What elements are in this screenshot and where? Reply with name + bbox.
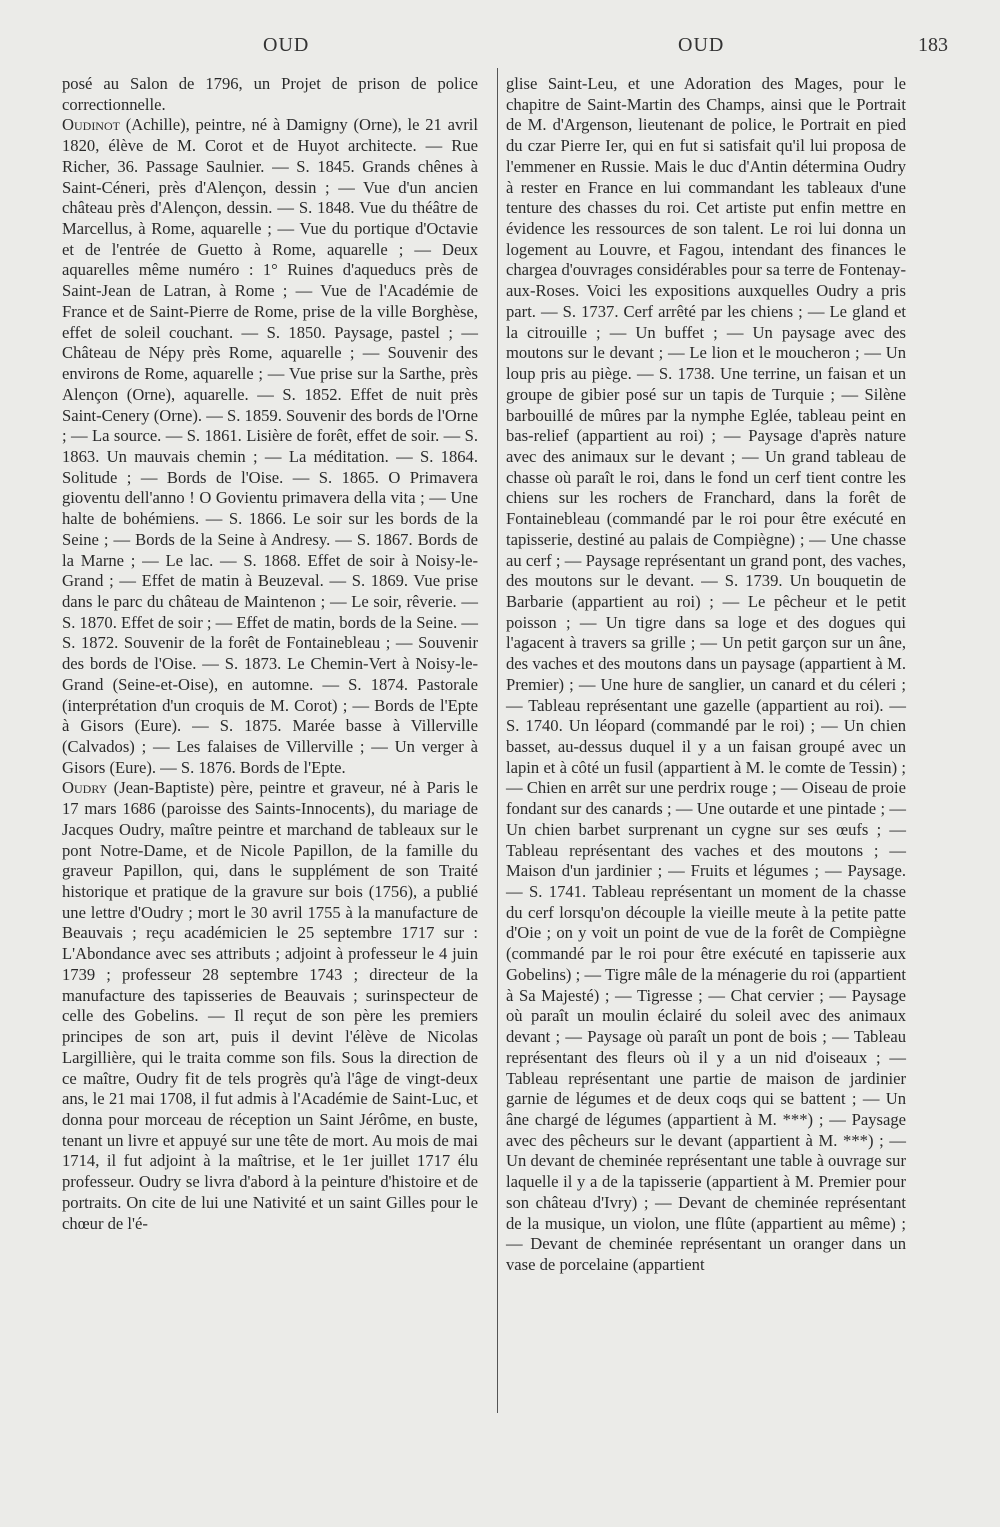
- page-number: 183: [918, 34, 948, 56]
- entry-body: (Jean-Baptiste) père, peintre et graveur, né à Paris le 17 mars 1686 (paroisse des Saints-Innocents), du mariage de Jacques Oudry, maître peintre et marchand de tableaux sur le pont Notre-Dame, et de Nicole Papillon, de la famille du graveur Papillon, qui, dans le supplément de son Traité historique et pratique de la gravure sur bois (1756), a publié une lettre d'Oudry ; mort le 30 avril 1755 à la manufacture de Beauvais ; reçu académicien le 25 septembre 1717 sur : L'Abondance avec ses attributs ; adjoint à professeur le 4 juin 1739 ; professeur 28 septembre 1743 ; directeur de la manufacture des tapisseries de Beauvais ; surinspecteur de celle des Gobelins. — Il reçut de son père les premiers principes de son art, puis il devint l'élève de Nicolas Largillière, qui le traita comme son fils. Sous la direction de ce maître, Oudry fit de tels progrès qu'à l'âge de vingt-deux ans, le 21 mai 1708, il fut admis à l'Académie de Saint-Luc, et donna pour morceau de réception un Saint Jérôme, en buste, tenant un livre et appuyé sur une tête de mort. Au mois de mai 1714, il fut adjoint à la maîtrise, et le 1er juillet 1717 élu professeur. Oudry se livra d'abord à la peinture d'histoire et de portraits. On cite de lui une Nativité et un saint Gilles pour le chœur de l'é-: [62, 778, 478, 1233]
- right-column: [506, 74, 906, 1276]
- running-head-left: OUD: [263, 34, 310, 56]
- entry-oudry: [62, 778, 478, 1234]
- entry-body: (Achille), peintre, né à Damigny (Orne), le 21 avril 1820, élève de M. Corot et de Huyot architecte. — Rue Richer, 36. Passage Saulnier. — S. 1845. Grands chênes à Saint-Céneri, près d'Alençon, dessin ; — Vue d'un ancien château près d'Alençon, dessin. — S. 1848. Vue du théâtre de Marcellus, à Rome, aquarelle ; — Vue du portique d'Octavie et de l'entrée de Guetto à Rome, aquarelle ; — Deux aquarelles même numéro : 1° Ruines d'aqueducs près de Saint-Jean de Latran, à Rome ; — Vue de l'Académie de France et de Saint-Pierre de Rome, prise de la ville Borghèse, effet de soleil couchant. — S. 1850. Paysage, pastel ; — Château de Népy près Rome, aquarelle ; — Souvenir des environs de Rome, aquarelle ; — Vue prise sur la Sarthe, près Alençon (Orne), aquarelle. — S. 1852. Effet de nuit près Saint-Cenery (Orne). — S. 1859. Souvenir des bords de l'Orne ; — La source. — S. 1861. Lisière de forêt, effet de soir. — S. 1863. Un mauvais chemin ; — La méditation. — S. 1864. Solitude ; — Bords de l'Oise. — S. 1865. O Primavera gioventu dell'anno ! O Govientu primavera della vita ; — Une halte de bohémiens. — S. 1866. Le soir sur les bords de la Seine ; — Bords de la Seine à Andresy. — S. 1867. Bords de la Marne ; — Le lac. — S. 1868. Effet de soir à Noisy-le-Grand ; — Effet de matin à Beuzeval. — S. 1869. Vue prise dans le parc du château de Maintenon ; — Le soir, rêverie. — S. 1870. Effet de soir ; — Effet de matin, bords de la Seine. — S. 1872. Souvenir de la forêt de Fontainebleau ; — Souvenir des bords de l'Oise. — S. 1873. Le Chemin-Vert à Noisy-le-Grand (Seine-et-Oise), en automne. — S. 1874. Pastorale (interprétation d'un croquis de M. Corot) ; — Bords de l'Epte à Gisors (Eure). — S. 1875. Marée basse à Villerville (Calvados) ; — Les falaises de Villerville ; — Un verger à Gisors (Eure). — S. 1876. Bords de l'Epte.: [62, 115, 478, 777]
- left-column: [62, 74, 478, 1234]
- entry-oudry-continued: glise Saint-Leu, et une Adoration des Mages, pour le chapitre de Saint-Martin des Champs, ainsi que le Portrait de M. d'Argenson, lieutenant de police, le Portrait en pied du czar Pierre Ier, qui en fut si satisfait qu'il lui proposa de l'emmener en Russie. Mais le duc d'Antin détermina Oudry à rester en France en lui commandant les tableaux d'une tenture des chasses du roi. Cet artiste put enfin mettre en évidence les ressources de son talent. Le roi lui donna un logement au Louvre, et Fagou, intendant des finances le chargea d'ouvrages considérables pour sa terre de Fontenay-aux-Roses. Voici les expositions auxquelles Oudry a pris part. — S. 1737. Cerf arrêté par les chiens ; — Le gland et la citrouille ; — Un buffet ; — Un paysage avec des moutons sur le devant ; — Le lion et le moucheron ; — Un loup pris au piège. — S. 1738. Une terrine, un faisan et un groupe de gibier posé sur un tapis de Turquie ; — Silène barbouillé de mûres par la nymphe Eglée, tableau peint en bas-relief (appartient au roi) ; — Paysage d'après nature avec des animaux sur le devant ; — Un grand tableau de chasse où paraît le roi, dans le fond un cerf tient contre les chiens sur les rochers de Franchard, dans la forêt de Fontainebleau (commandé par le roi pour être exécuté en tapisserie, destiné au palais de Compiègne) ; — Une chasse au cerf ; — Paysage représentant un grand pont, des vaches, des moutons sur le devant. — S. 1739. Un bouquetin de Barbarie (appartient au roi) ; — Le pêcheur et le petit poisson ; — Un tigre dans sa loge et des dogues qui l'agacent à travers sa grille ; — Un petit garçon sur un âne, des vaches et des moutons dans un paysage (appartient à M. Premier) ; — Une hure de sanglier, un canard et du céleri ; — Tableau représentant une gazelle (appartient au roi). — S. 1740. Un léopard (commandé par le roi) ; — Un chien basset, au-dessus duquel il y a un faisan groupé avec un lapin et à côté un fusil (appartient à M. le comte de Tessin) ; — Chien en arrêt sur une perdrix rouge ; — Oiseau de proie fondant sur des canards ; — Une outarde et une pintade ; — Un chien barbet surprenant un cygne sur ses œufs ; — Tableau représentant des vaches et des moutons ; — Maison d'un jardinier ; — Fruits et légumes ; — Paysage. — S. 1741. Tableau représentant un moment de la chasse du cerf lorsqu'on découple la vieille meute à la petite patte d'Oie ; on y voit un point de vue de la forêt de Compiègne (commandé par le roi pour être exécuté en tapisserie aux Gobelins) ; — Tigre mâle de la ménagerie du roi (appartient à Sa Majesté) ; — Tigresse ; — Chat cervier ; — Paysage où paraît un moulin éclairé du soleil avec des animaux devant ; — Paysage où paraît un pont de bois ; — Tableau représentant des fleurs où il y a un nid d'oiseaux ; — Tableau représentant une partie de maison de jardinier garnie de légumes et de deux coqs qui se battent ; — Un âne chargé de légumes (appartient à M. ***) ; — Paysage avec des pêcheurs sur le devant (appartient à M. ***) ; — Un devant de cheminée représentant une table à ouvrage sur laquelle il y a de la tapisserie (appartient à M. Premier pour son château d'Ivry) ; — Devant de cheminée représentant de la musique, un violon, une flûte (appartient au même) ; — Devant de cheminée représentant un oranger dans un vase de porcelaine (appartient: [506, 74, 906, 1274]
- entry-continuation: posé au Salon de 1796, un Projet de prison de police correctionnelle.: [62, 74, 478, 114]
- entry-headword: Oudinot: [62, 115, 120, 135]
- running-head-right: OUD: [678, 34, 725, 56]
- entry-oudinot: [62, 115, 478, 778]
- column-divider: [497, 68, 498, 1413]
- entry-headword: Oudry: [62, 778, 108, 798]
